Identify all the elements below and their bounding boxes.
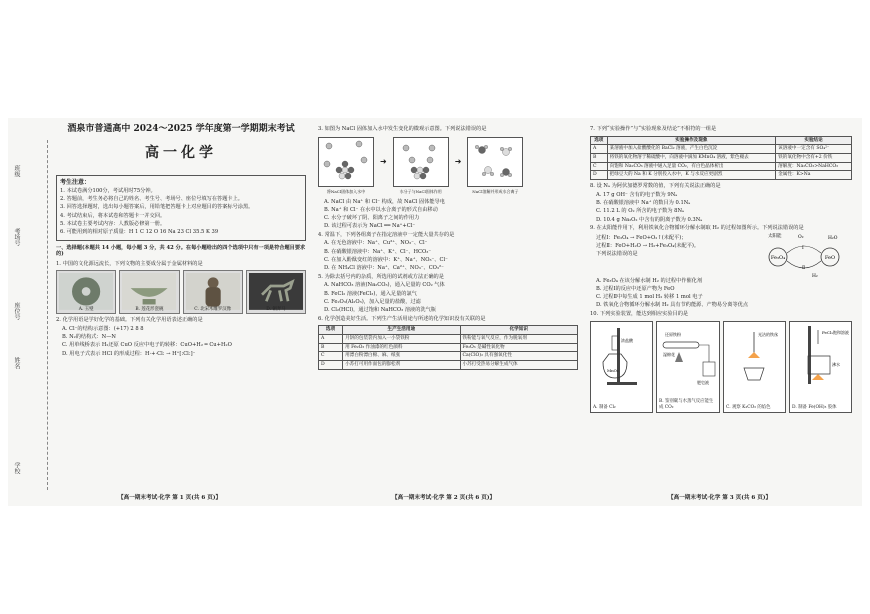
question-4-option: C. 在加入酚酞变红的溶液中：K⁺、Na⁺、NO₃⁻、Cl⁻ [324,256,448,263]
option-image-bronze-horse: D. 铜奔马 [246,270,306,314]
table-row: D 把绿豆大的 Na 和 K 分别投入水中，K 与水反应更剧烈 金属性：K>Na [591,171,852,180]
arrow-icon: ➜ [454,156,462,166]
table-row: C 向饱和 Na₂CO₃ 溶液中通入足量 CO₂，有白色晶体析出 溶解度：Na₂CO₃>NaHCO₃ [591,162,852,171]
question-2-option: D. 用电子式表示 HCl 的形成过程：H·+·Cl: → H⁺[:Cl:]⁻ [62,350,196,357]
diagram-panel-3: NaCl溶解并形成水合离子 [467,137,523,187]
apparatus-d: FeCl₃饱和溶液 沸水 D. 制备 Fe(OH)₃ 胶体 [789,321,852,413]
nacl-diagram [318,137,578,194]
question-3-option: A. NaCl 由 Na⁺ 和 Cl⁻ 构成，故 NaCl 固体能导电 [324,198,445,205]
notice-title: 考生注意： [60,178,91,186]
question-7: 7. 下列“实验操作”与“实验现象及结论”不相符的一组是 [590,126,717,132]
subject-title: 高一化学 [145,145,217,162]
question-3-option: D. 该过程可表示为 NaCl ══ Na⁺+Cl⁻ [324,223,416,230]
svg-text:沸水: 沸水 [832,362,840,368]
question-9-option: D. 铁氧化合物循环分解水制 H₂ 具有节约能源、产物易分离等优点 [596,302,749,309]
margin-label-class: 班级 [13,165,20,177]
question-6-table [318,325,578,370]
question-10: 10. 下列实验装置，能达到相应实验目的是 [590,310,689,317]
apparatus-b: 还原铁粉 湿棉花 肥皂液 B. 鉴别碳与水蒸气反应能生成 CO₂ [656,321,720,413]
question-7-table [590,136,852,181]
question-4-option: D. 在 NH₄Cl 溶液中：Na⁺、Ca²⁺、NO₃⁻、CO₃²⁻ [324,265,444,272]
notice-line: 6. 可能用到的相对原子质量：H 1 C 12 O 16 Na 23 Cl 35.5 K 39 [60,228,219,235]
cycle-sun: 太阳能 [768,233,782,239]
question-4-option: B. 在硝酸银溶液中：Na⁺、K⁺、Cl⁻、HCO₃⁻ [324,248,432,255]
table-header: 选项 [319,326,343,335]
question-10-apparatus [590,321,852,413]
question-3: 3. 如图为 NaCl 固体加入水中发生变化的微观示意图。下列说法错误的是 [318,126,487,132]
cycle-o2: O₂ [798,234,804,240]
page-2 [318,124,578,373]
question-8-option: D. 10.4 g Na₂O₂ 中含有的阴离子数为 0.3Nₐ [596,216,703,223]
page-3-footer: 【高一期末考试·化学 第 3 页(共 6 页)】 [668,495,772,501]
question-2-option: A. Cl⁻的结构示意图：(+17) 2 8 8 [62,325,144,332]
question-5-option: A. NaHCO₃ 溶液(Na₂CO₃)，通入足量的 CO₂ 气体 [324,282,445,289]
question-9: 9. 在太阳能作用下，利用铁氧化合物循环分解水制取 H₂ 的过程如图所示。下列说法错误的是 [590,225,804,232]
process-step: 过程Ⅰ：Fe₃O₄ → FeO+O₂↑(未配平)； [596,234,687,241]
table-row: D 小苏打可用作面包的膨松剂 小苏打受热易分解生成气体 [319,361,578,370]
option-image-jade-disc: A. 玉璧 [56,270,116,314]
question-3-option: C. 水分子破坏了阴、阳离子之间的作用力 [324,215,420,222]
question-9-option: C. 过程Ⅱ中每生成 1 mol H₂ 转移 1 mol 电子 [596,294,703,301]
question-5: 5. 为除去括号内的杂质，所选用的试剂或方法正确的是 [318,273,444,280]
margin-label-name: 姓名 [13,357,20,369]
question-9-option: B. 过程Ⅰ的反应中还原产物为 FeO [596,285,675,292]
svg-text:MnO₂: MnO₂ [607,368,619,374]
notice-line: 1. 本试卷满分100分，考试用时75分钟。 [60,188,156,195]
cycle-h2: H₂ [812,273,818,279]
table-row: B 用 Fe₂O₃ 作油漆的红色颜料 Fe₂O₃ 是碱性氧化物 [319,343,578,352]
table-header: 实验操作及现象 [607,136,776,145]
process-step: 过程Ⅱ：FeO+H₂O → H₂+Fe₃O₄(未配平)。 [596,242,700,249]
question-2-option: B. N₂的结构式：N—N [62,334,116,341]
diagram-panel-2: 水分子与NaCl固体作用 [393,137,449,187]
exam-title: 酒泉市普通高中 2024～2025 学年度第一学期期末考试 [67,124,295,134]
section-heading: 一、选择题(本题共 14 小题，每小题 3 分，共 42 分。在每小题给出的四个选项中只有一项是符合题目要求的) [56,244,306,258]
cycle-right: FeO [824,254,836,261]
table-row: A 某溶液中加入盐酸酸化的 BaCl₂ 溶液，产生白色沉淀 该溶液中一定含有 SO₄²⁻ [591,145,852,154]
cycle-diagram [758,229,848,279]
cycle-roman-2: Ⅱ [802,265,806,271]
table-row: A 月饼的包装袋内加入一小袋铁粉 铁粉能与氧气反应，作为脱氧剂 [319,334,578,343]
page-2-footer: 【高一期末考试·化学 第 2 页(共 6 页)】 [392,495,496,501]
svg-text:光洁的铁丝: 光洁的铁丝 [758,332,778,338]
table-row: B 将铁的氧化物溶于稀硫酸中，向溶液中滴加 KMnO₄ 溶液，紫色褪去 铁的氧化物中含有+2 价铁 [591,153,852,162]
notice-box [56,175,306,241]
table-header: 生产生活用途 [343,326,460,335]
question-1: 1. 中国的文化源远流长，下列文物的主要成分属于金属材料的是 [56,260,203,267]
question-8-option: B. 在硝酸银溶液中 Na⁺ 的数目为 0.1Nₐ [596,199,691,206]
table-header: 化学知识 [460,326,577,335]
margin-label-exam-room: 考场号 [13,228,20,246]
svg-text:湿棉花: 湿棉花 [663,352,675,358]
page-1-footer: 【高一期末考试·化学 第 1 页(共 6 页)】 [118,495,222,501]
svg-text:浓盐酸: 浓盐酸 [621,338,633,344]
question-8-option: C. 11.2 L 的 O₂ 所含的电子数为 8Nₐ [596,208,684,215]
margin-label-seat: 座位号 [13,302,20,320]
option-image-wood-statue: C. 北宋木雕罗汉像 [183,270,243,314]
notice-line: 4. 考试结束后，将本试卷和答题卡一并交回。 [60,212,166,219]
question-2: 2. 化学用语是学好化学的基础。下列有关化学用语表述正确的是 [56,317,203,324]
option-image-lotus-bowl: B. 莲花形瓷碗 [119,270,179,314]
table-header: 选项 [591,136,608,145]
notice-line: 5. 本试卷主要考试内容：人教版必修第一册。 [60,220,166,227]
question-8: 8. 设 Nₐ 为阿伏加德罗常数的值，下列有关说法正确的是 [590,183,721,190]
svg-text:FeCl₃饱和溶液: FeCl₃饱和溶液 [822,330,849,336]
question-3-option: B. Na⁺ 和 Cl⁻ 在水中以水合离子的形式自由移动 [324,206,438,213]
apparatus-a: 浓盐酸 MnO₂ A. 制备 Cl₂ [590,321,653,413]
cycle-left: Fe₃O₄ [770,254,786,261]
iron-oxide-cycle [590,233,852,279]
table-header: 实验结论 [776,136,852,145]
table-row: C 用漂白粉漂白棉、麻、纸张 Ca(ClO)₂ 具有强氧化性 [319,352,578,361]
diagram-panel-1: 将NaCl固体加入水中 [318,137,374,187]
question-4: 4. 常温下，下列各组离子在指定溶液中一定能大量共存的是 [318,231,455,238]
arrow-icon: ➜ [380,156,387,166]
question-1-images [56,270,306,314]
cycle-h2o: H₂O [828,235,838,241]
apparatus-c: 光洁的铁丝 C. 观察 K₂CO₃ 的焰色 [723,321,786,413]
notice-line: 2. 答题前，考生务必将自己的姓名、考生号、考场号、座位号填写在答题卡上。 [60,196,243,203]
question-5-option: D. Cl₂(HCl)，通过饱和 NaHCO₃ 溶液的洗气瓶 [324,307,436,314]
margin-label-school: 学校 [13,462,20,474]
question-6: 6. 化学创造美好生活。下列生产生活用途与所述的化学知识没有关联的是 [318,315,486,322]
notice-line: 3. 回答选择题时，选出每小题答案后，用铅笔把答题卡上对应题目的答案标号涂黑。 [60,204,254,211]
question-8-option: A. 17 g OH⁻ 含有的电子数为 9Nₐ [596,191,678,198]
question-4-option: A. 在无色溶液中：Na⁺、Cu²⁺、NO₃⁻、Cl⁻ [324,240,428,247]
svg-text:肥皂液: 肥皂液 [697,380,709,386]
question-9-option: A. Fe₃O₄ 在该分解水制 H₂ 的过程中作催化剂 [596,277,703,284]
question-5-option: C. Fe₂O₃(Al₂O₃)，加入足量的盐酸，过滤 [324,298,421,305]
page-3 [590,124,852,413]
process-step: 下列说法错误的是 [596,251,638,258]
question-5-option: B. FeCl₂ 溶液(FeCl₃)，通入足量的氯气 [324,290,417,297]
question-2-option: C. 用单线桥表示 H₂还原 CuO 反应中电子的转移：CuO+H₂ ═ Cu+H₂O [62,342,232,349]
svg-text:还原铁粉: 还原铁粉 [665,332,681,338]
cycle-roman-1: Ⅰ [802,245,804,251]
page-1 [56,124,306,359]
